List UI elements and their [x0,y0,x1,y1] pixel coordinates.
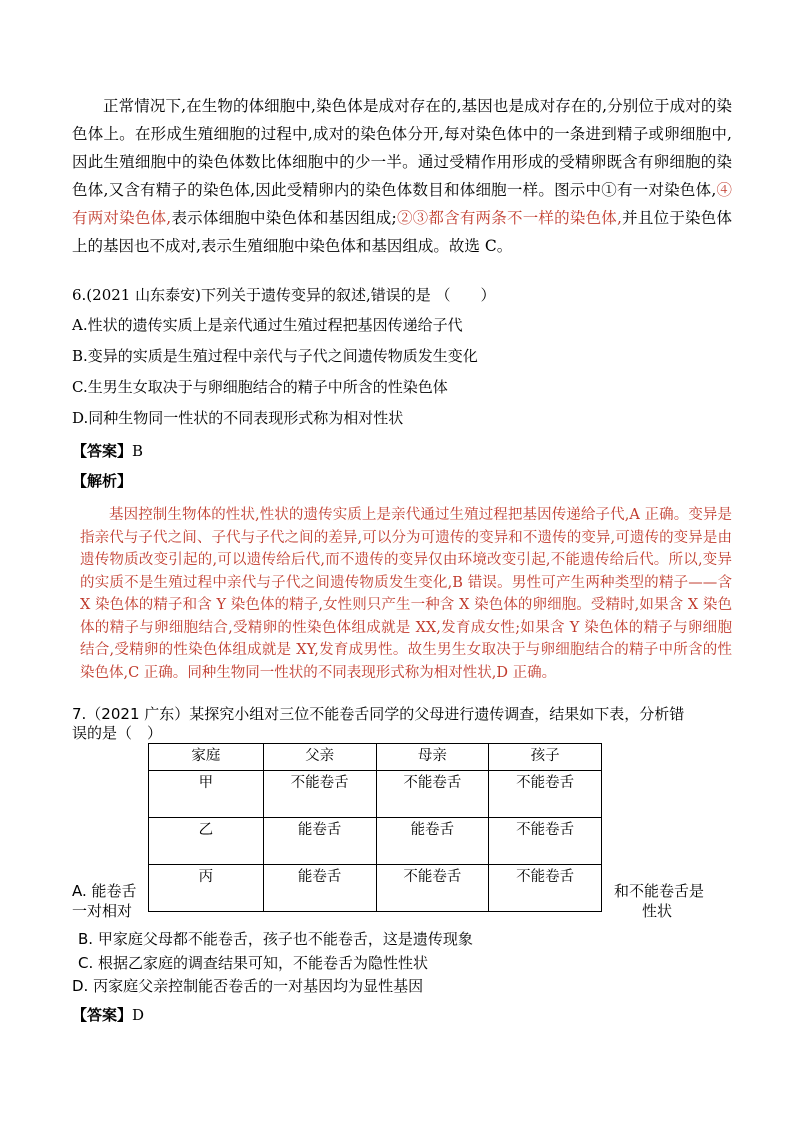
table-header-row [149,744,602,771]
q6-stem: 6.(2021 山东泰安)下列关于遗传变异的叙述,错误的是 （ ） [72,286,496,304]
table-header-cell: 孩子 [489,744,602,771]
q7-option-b: B. 甲家庭父母都不能卷舌，孩子也不能卷舌，这是遗传现象 [78,930,473,948]
table-cell: 乙 [149,818,264,865]
table-cell: 不能卷舌 [263,771,376,818]
table-cell: 不能卷舌 [489,771,602,818]
table-row [149,771,602,818]
table-cell: 不能卷舌 [489,818,602,865]
table-cell: 不能卷舌 [489,865,602,912]
genetics-survey-table [148,743,602,912]
q6-option-c: C.生男生女取决于与卵细胞结合的精子中所含的性染色体 [72,378,448,396]
table-cell: 不能卷舌 [376,771,489,818]
analysis-text: 变异是指亲代与子代之间、子代与子代之间的差异,可以分为可遗传的变异和不遗传的变异,可遗传的变异是由遗传物质改变引起的,可以遗传给后代,而不遗传的变异仅由环境改变引起,不能遗传给后代。所以,变异的实质不是生殖过程中亲代与子代之间遗传物质发生变化,B 错误。 [80,507,733,591]
answer-label: 【答案】 [72,442,133,460]
table-cell: 能卷舌 [376,818,489,865]
q7-option-c: C. 根据乙家庭的调查结果可知，不能卷舌为隐性性状 [78,954,429,972]
answer-value: B [132,442,144,460]
table-cell: 丙 [149,865,264,912]
table-row [149,865,602,912]
analysis-highlight: ④有两对染色体, [72,181,732,227]
table-cell: 不能卷舌 [376,865,489,912]
q7-option-a-right-1: 和不能卷舌是 [614,882,705,900]
analysis-text: 男性可产生两种类型的精子——含 X 染色体的精子和含 Y 染色体的精子,女性则只产生一种含 X 染色体的卵细胞。受精时,如果含 X 染色体的精子与卵细胞结合,受精卵的性染色体组成就是 XX,发育成女性;如果含 Y 染色体的精子与卵细胞结合,受精卵的性染色体组成就是 XY,发育成男性。故生男生女取决于与卵细胞结合的精子中所含的性染色体,C 正确。 [80,574,732,681]
q7-option-a-left-2: 一对相对 [72,902,133,920]
analysis-text: 并且位于染色体上的基因也不成对,表示生殖细胞中染色体和基因组成。故选 C。 [72,209,732,255]
q7-option-a-right-2: 性状 [642,902,673,920]
q5-analysis-paragraph [72,92,732,260]
q6-analysis-paragraph [80,504,732,684]
analysis-highlight: ②③都含有两条不一样的染色体, [396,209,622,227]
table-cell: 能卷舌 [263,818,376,865]
table-header-cell: 家庭 [149,744,264,771]
table-row [149,818,602,865]
q7-option-a-left-1: A. 能卷舌 [72,882,137,900]
q7-stem-line1: 7.（2021 广东）某探究小组对三位不能卷舌同学的父母进行遗传调查，结果如下表，分析错 [72,705,685,723]
table-cell: 能卷舌 [263,865,376,912]
answer-value: D [132,1006,145,1024]
table-header-cell: 父亲 [263,744,376,771]
q7-option-d: D. 丙家庭父亲控制能否卷舌的一对基因均为显性基因 [72,977,424,995]
q6-option-a: A.性状的遗传实质上是亲代通过生殖过程把基因传递给子代 [72,316,463,334]
q6-answer [72,440,143,461]
table-header-cell: 母亲 [376,744,489,771]
q7-stem-line2: 误的是（ ） [72,724,163,742]
answer-label: 【答案】 [72,1006,133,1024]
analysis-text: 基因控制生物体的性状,性状的遗传实质上是亲代通过生殖过程把基因传递给子代,A 正确。 [109,507,689,523]
analysis-text: 表示体细胞中染色体和基因组成; [171,209,397,227]
analysis-text: 同种生物同一性状的不同表现形式称为相对性状,D 正确。 [187,664,557,681]
q6-option-d: D.同种生物同一性状的不同表现形式称为相对性状 [72,409,404,427]
analysis-text: 正常情况下,在生物的体细胞中,染色体是成对存在的,基因也是成对存在的,分别位于成对的染色体上。在形成生殖细胞的过程中,成对的染色体分开,每对染色体中的一条进到精子或卵细胞中,因此生殖细胞中的染色体数比体细胞中的少一半。通过受精作用形成的受精卵既含有卵细胞的染色体,又含有精子的染色体,因此受精卵内的染色体数目和体细胞一样。图示中①有一对染色体, [72,97,732,199]
q7-answer [72,1004,144,1025]
q6-analysis-label: 【解析】 [72,472,133,490]
table-cell: 甲 [149,771,264,818]
q6-option-b: B.变异的实质是生殖过程中亲代与子代之间遗传物质发生变化 [72,347,478,365]
